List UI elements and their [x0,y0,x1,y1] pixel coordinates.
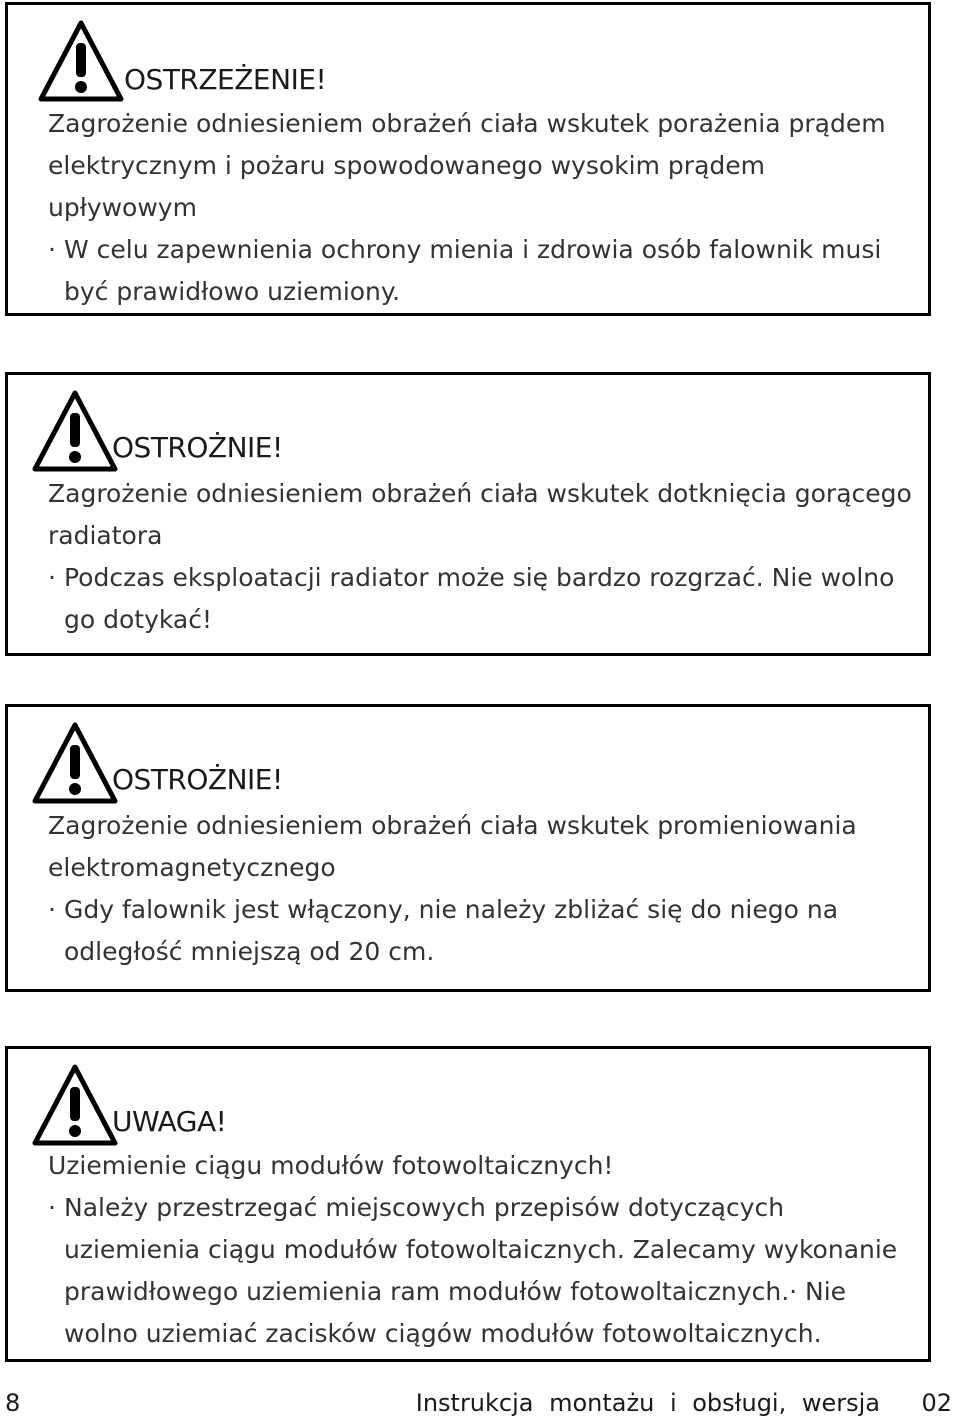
manual-title: Instrukcja montażu i obsługi, wersja [415,1389,880,1417]
page-footer [0,1385,960,1425]
version-number: 02 [921,1389,952,1417]
caution-box [5,372,931,656]
bullet-dot: · [48,1193,56,1222]
box-title: OSTROŻNIE! [112,431,283,464]
box-title: UWAGA! [112,1105,227,1138]
bullet-dot: · [48,895,56,924]
warning-triangle-icon [32,1063,118,1147]
box-title: OSTRZEŻENIE! [124,63,327,96]
warning-box [5,2,931,316]
safety-instruction: Podczas eksploatacji radiator może się bardzo rozgrzać. Nie wolno go dotykać! [64,563,895,634]
warning-triangle-icon [32,721,118,805]
hazard-description: Zagrożenie odniesieniem obrażeń ciała wskutek dotknięcia gorącego radiatora [48,479,912,550]
warning-triangle-icon [32,389,118,473]
warning-triangle-icon [38,19,124,103]
safety-instruction: Należy przestrzegać miejscowych przepisów dotyczących uziemienia ciągu modułów fotowoltaicznych. Zalecamy wykonanie prawidłowego uziemienia ram modułów fotowoltaicznych.· Nie wolno uziemiać zacisków ciągów modułów fotowoltaicznych. [64,1193,898,1348]
box-title: OSTROŻNIE! [112,763,283,796]
safety-instruction: Gdy falownik jest włączony, nie należy zbliżać się do niego na odległość mniejszą od 20 cm. [64,895,839,966]
bullet-dot: · [48,235,56,264]
caution-box [5,704,931,992]
safety-instruction: W celu zapewnienia ochrony mienia i zdrowia osób falownik musi być prawidłowo uziemiony. [64,235,882,306]
hazard-description: Zagrożenie odniesieniem obrażeń ciała wskutek promieniowania elektromagnetycznego [48,811,857,882]
notice-box [5,1046,931,1362]
page-number: 8 [5,1389,21,1417]
hazard-description: Zagrożenie odniesieniem obrażeń ciała wskutek porażenia prądem elektrycznym i pożaru spowodowanego wysokim prądem upływowym [48,109,886,222]
hazard-description: Uziemienie ciągu modułów fotowoltaicznych! [48,1151,614,1180]
bullet-dot: · [48,563,56,592]
